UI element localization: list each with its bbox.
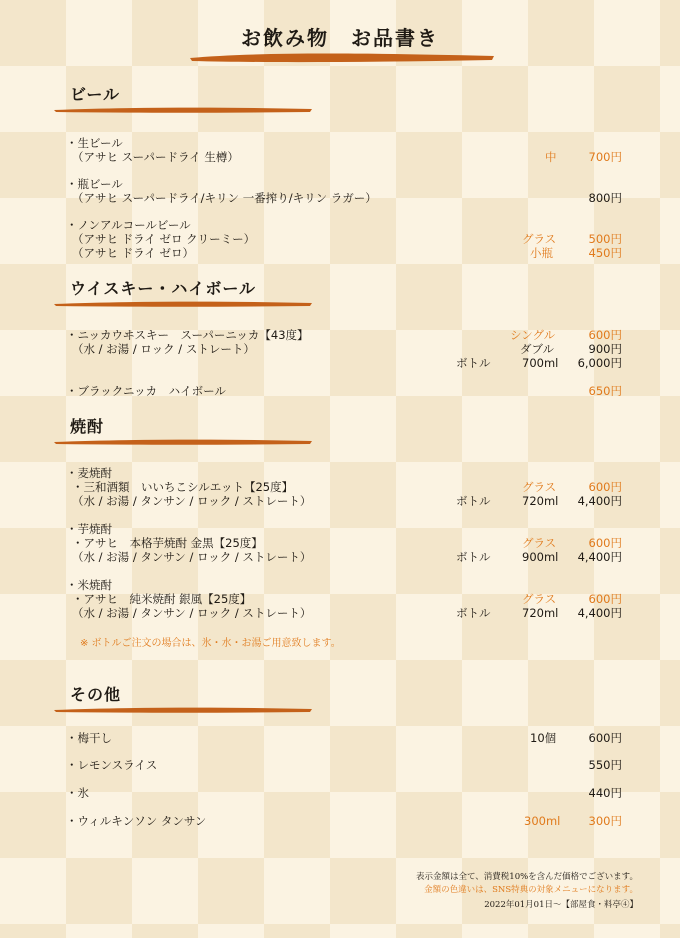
beer-nonalc-size1: グラス xyxy=(522,232,557,246)
whisky-single-price: 600円 xyxy=(588,328,622,342)
other-tansan-size: 300ml xyxy=(524,814,561,828)
beer-draft-size: 中 xyxy=(545,150,557,164)
whisky-double-price: 900円 xyxy=(588,342,622,356)
other-tansan-name: ・ウィルキンソン タンサン xyxy=(66,814,207,828)
whisky-nikka-name: ・ニッカウヰスキー スーパーニッカ【43度】 xyxy=(66,328,309,342)
shochu-imo-glass-label: グラス xyxy=(522,536,557,550)
other-lemon-price: 550円 xyxy=(588,758,622,772)
shochu-mugi-glass-label: グラス xyxy=(522,480,557,494)
whisky-bottle-size: 700ml xyxy=(522,356,559,370)
shochu-kome-bottle-label: ボトル xyxy=(456,606,491,620)
shochu-kome-name: ・米焼酎 xyxy=(66,578,112,592)
whisky-bottle-label: ボトル xyxy=(456,356,491,370)
beer-nonalc-size2: 小瓶 xyxy=(530,246,553,260)
brush-stroke xyxy=(52,706,314,714)
other-umeboshi-name: ・梅干し xyxy=(66,731,112,745)
beer-bottle-price: 800円 xyxy=(588,191,622,205)
other-ice-name: ・氷 xyxy=(66,786,89,800)
shochu-kome-glass-price: 600円 xyxy=(588,592,622,606)
shochu-imo-name: ・芋焼酎 xyxy=(66,522,112,536)
shochu-mugi-brand: ・三和酒類 いいちこシルエット【25度】 xyxy=(72,480,294,494)
shochu-kome-bottle-size: 720ml xyxy=(522,606,559,620)
shochu-kome-brand: ・アサヒ 純米焼酎 銀風【25度】 xyxy=(72,592,252,606)
shochu-imo-bottle-size: 900ml xyxy=(522,550,559,564)
other-umeboshi-price: 600円 xyxy=(588,731,622,745)
shochu-imo-detail: （水 / お湯 / タンサン / ロック / ストレート） xyxy=(72,550,312,564)
beer-bottle-detail: （アサヒ スーパードライ/キリン 一番搾り/キリン ラガー） xyxy=(72,191,377,205)
shochu-kome-bottle-price: 4,400円 xyxy=(577,606,622,620)
footer-tax-note: 表示金額は全て、消費税10%を含んだ価格でございます。 xyxy=(415,872,638,882)
shochu-mugi-bottle-size: 720ml xyxy=(522,494,559,508)
other-umeboshi-qty: 10個 xyxy=(530,731,557,745)
section-title-other: その他 xyxy=(70,685,122,704)
beer-draft-price: 700円 xyxy=(588,150,622,164)
shochu-imo-brand: ・アサヒ 本格芋焼酎 金黒【25度】 xyxy=(72,536,263,550)
beer-nonalc-price1: 500円 xyxy=(588,232,622,246)
section-title-whisky: ウイスキー・ハイボール xyxy=(70,279,257,298)
shochu-mugi-bottle-price: 4,400円 xyxy=(577,494,622,508)
other-lemon-name: ・レモンスライス xyxy=(66,758,158,772)
brush-stroke xyxy=(52,106,314,114)
shochu-mugi-glass-price: 600円 xyxy=(588,480,622,494)
whisky-highball-name: ・ブラックニッカ ハイボール xyxy=(66,384,226,398)
section-title-beer: ビール xyxy=(70,85,121,104)
beer-nonalc-name: ・ノンアルコールビール xyxy=(66,218,191,232)
whisky-single-label: シングル xyxy=(510,328,556,342)
brush-stroke xyxy=(52,438,314,446)
bottle-order-note: ※ ボトルご注文の場合は、氷・水・お湯ご用意致します。 xyxy=(80,638,341,649)
section-title-shochu: 焼酎 xyxy=(70,417,105,436)
footer-date-label: 2022年01月01日～【部屋食・料亭④】 xyxy=(484,900,638,910)
beer-nonalc-detail2: （アサヒ ドライ ゼロ） xyxy=(72,246,194,260)
whisky-nikka-detail: （水 / お湯 / ロック / ストレート） xyxy=(72,342,255,356)
footer-sns-note: 金額の色違いは、SNS特典の対象メニューになります。 xyxy=(424,885,638,895)
shochu-kome-glass-label: グラス xyxy=(522,592,557,606)
page-title: お飲み物 お品書き xyxy=(241,26,439,50)
beer-draft-name: ・生ビール xyxy=(66,136,123,150)
title-brush-stroke xyxy=(186,50,498,64)
whisky-highball-price: 650円 xyxy=(588,384,622,398)
whisky-bottle-price: 6,000円 xyxy=(577,356,622,370)
beer-draft-detail: （アサヒ スーパードライ 生樽） xyxy=(72,150,239,164)
shochu-mugi-detail: （水 / お湯 / タンサン / ロック / ストレート） xyxy=(72,494,312,508)
shochu-mugi-name: ・麦焼酎 xyxy=(66,466,112,480)
other-ice-price: 440円 xyxy=(588,786,622,800)
shochu-imo-bottle-price: 4,400円 xyxy=(577,550,622,564)
shochu-kome-detail: （水 / お湯 / タンサン / ロック / ストレート） xyxy=(72,606,312,620)
beer-bottle-name: ・瓶ビール xyxy=(66,177,123,191)
whisky-double-label: ダブル xyxy=(520,342,555,356)
other-tansan-price: 300円 xyxy=(588,814,622,828)
brush-stroke xyxy=(52,300,314,308)
shochu-mugi-bottle-label: ボトル xyxy=(456,494,491,508)
shochu-imo-bottle-label: ボトル xyxy=(456,550,491,564)
beer-nonalc-price2: 450円 xyxy=(588,246,622,260)
shochu-imo-glass-price: 600円 xyxy=(588,536,622,550)
beer-nonalc-detail1: （アサヒ ドライ ゼロ クリーミー） xyxy=(72,232,256,246)
